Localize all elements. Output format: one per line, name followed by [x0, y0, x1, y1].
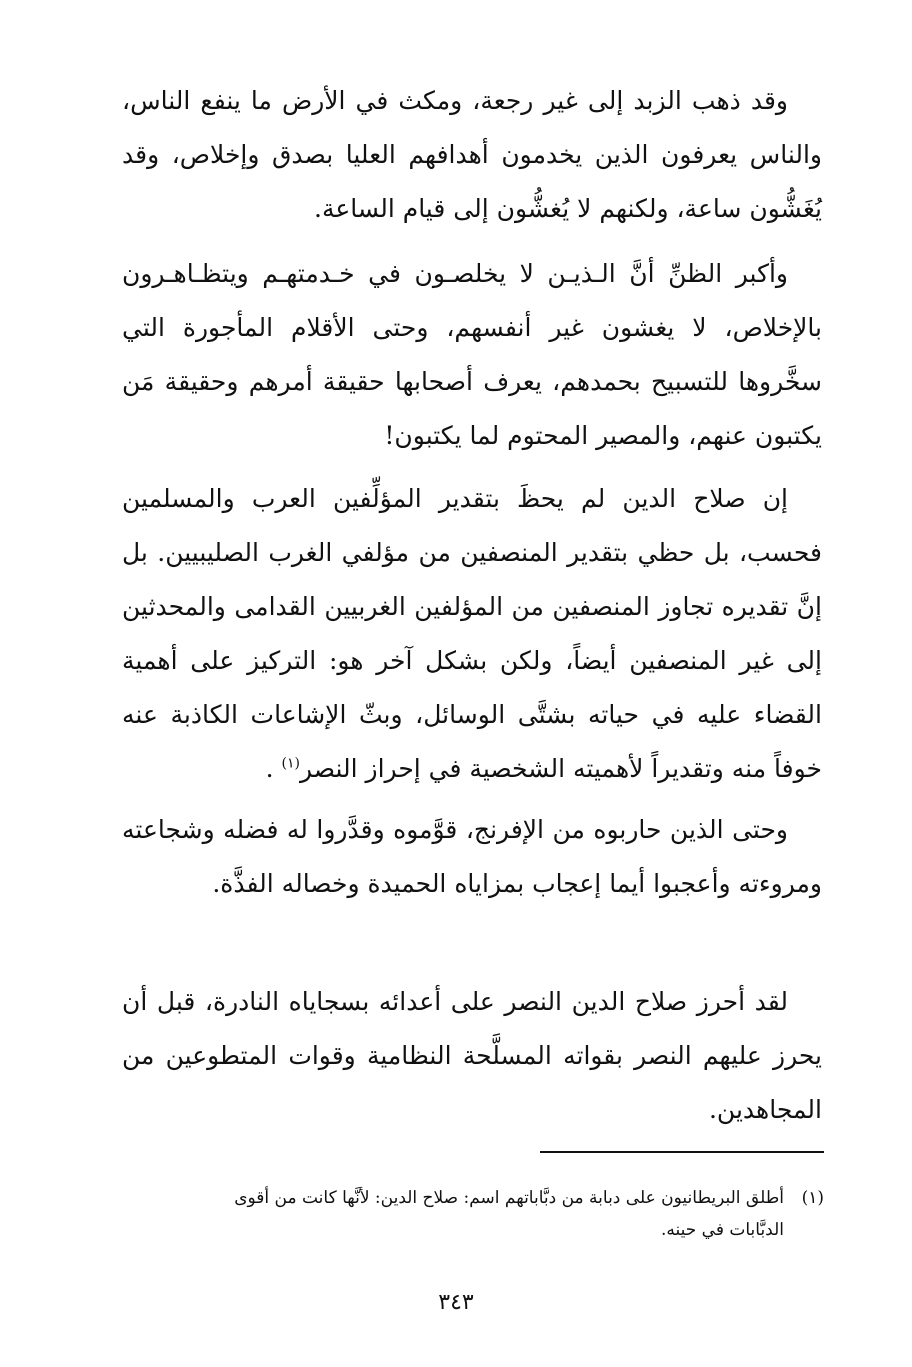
paragraph-3-text: إن صلاح الدين لم يحظَ بتقدير المؤلِّفين العرب والمسلمين فحسب، بل حظي بتقدير المنصفين من مؤلفي الغرب الصليبيين. بل إنَّ تقديره تجاوز المنصفين من المؤلفين الغربيين القدامى والمحدثين إلى غير المنصفين أيضاً، ولكن بشكل آخر هو: التركيز على أهمية القضاء عليه في حياته بشتَّى الوسائل، وبثّ الإشاعات الكاذبة عنه خوفاً منه وتقديراً لأهميته الشخصية في إحراز النصر: [122, 484, 822, 783]
paragraph-1-text: وقد ذهب الزبد إلى غير رجعة، ومكث في الأرض ما ينفع الناس، والناس يعرفون الذين يخدمون أهدافهم العليا بصدق وإخلاص، وقد يُغَشُّون ساعة، ولكنهم لا يُغشُّون إلى قيام الساعة.: [122, 86, 822, 223]
paragraph-3: [122, 472, 822, 796]
paragraph-3-end: .: [265, 754, 274, 783]
footnote: [124, 1182, 824, 1246]
paragraph-1: [122, 74, 822, 236]
paragraph-4-text: وحتى الذين حاربوه من الإفرنج، قوَّموه وقدَّروا له فضله وشجاعته ومروءته وأعجبوا أيما إعجاب بمزاياه الحميدة وخصاله الفذَّة.: [122, 815, 822, 898]
footnote-marker: (١): [801, 1188, 824, 1208]
page-number: ٣٤٣: [438, 1290, 474, 1315]
paragraph-2: [122, 247, 822, 463]
paragraph-2-text: وأكبر الظنِّ أنَّ الـذيـن لا يخلصـون في خـدمتهـم ويتظـاهـرون بالإخلاص، لا يغشون غير أنفسهم، وحتى الأقلام المأجورة التي سخَّروها للتسبيح بحمدهم، يعرف أصحابها حقيقة أمرهم وحقيقة مَن يكتبون عنهم، والمصير المحتوم لما يكتبون!: [122, 259, 822, 450]
paragraph-3-container: [122, 472, 822, 796]
footnote-divider: [540, 1151, 824, 1153]
paragraph-5: [122, 975, 822, 1137]
footnote-reference: (١): [281, 755, 300, 772]
footnote-line-1: أطلق البريطانيون على دبابة من دبَّاباتهم اسم: صلاح الدين: لأنَّها كانت من أقوى: [234, 1188, 784, 1208]
paragraph-4: [122, 803, 822, 911]
paragraph-5-text: لقد أحرز صلاح الدين النصر على أعدائه بسجاياه النادرة، قبل أن يحرز عليهم النصر بقواته المسلَّحة النظامية وقوات المتطوعين من المجاهدين.: [122, 987, 822, 1124]
footnote-line-2: الدبَّابات في حينه.: [660, 1220, 784, 1240]
